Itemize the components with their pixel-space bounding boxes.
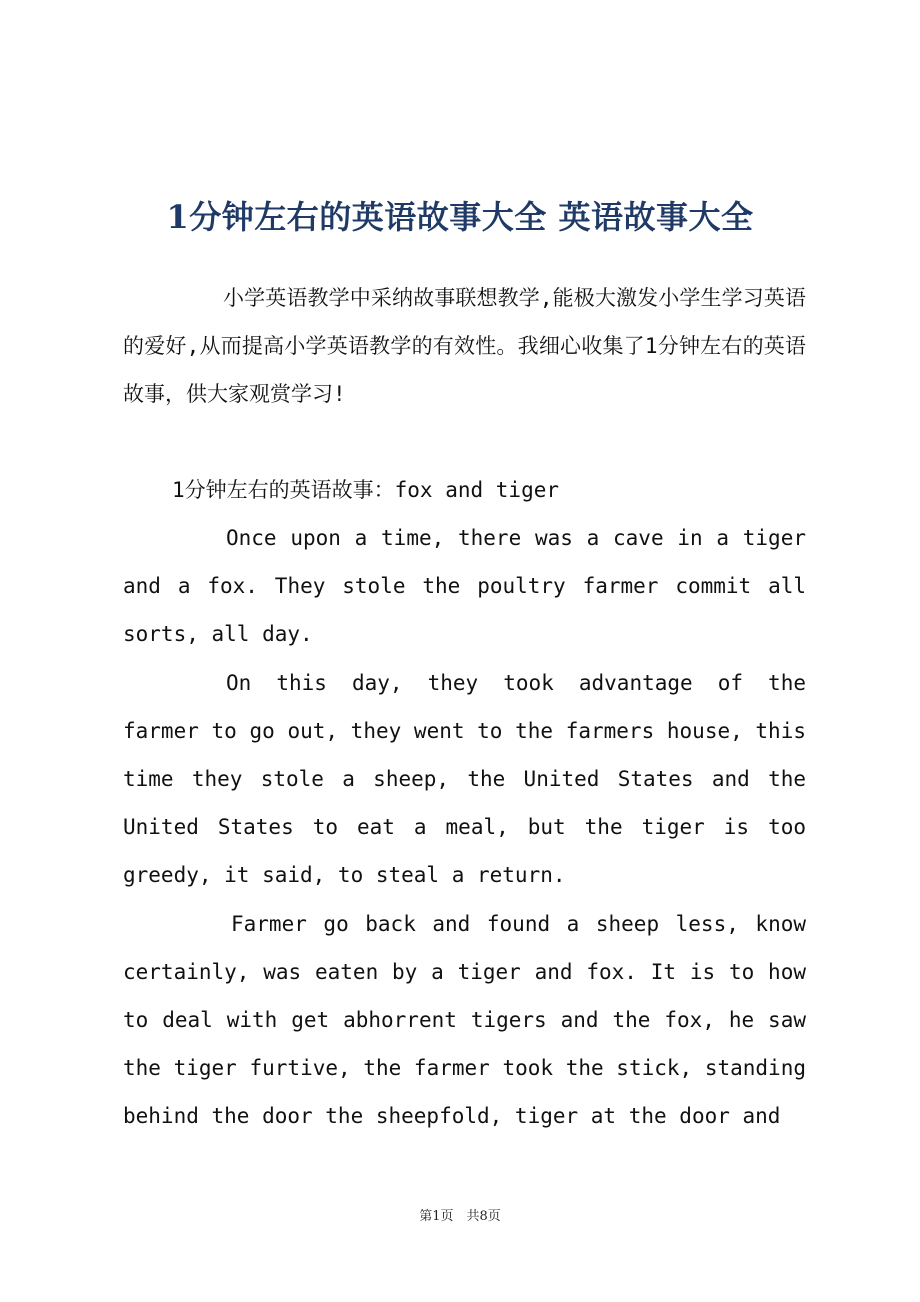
story-paragraph: Farmer go back and found a sheep less, know certainly, was eaten by a tiger and fox. It is to how to deal with get abhorrent tigers and the fox, he saw the tiger furtive, the farmer took the stick, standing behind the door the sheepfold, tiger at the door and <box>123 911 806 1129</box>
story-paragraph: Once upon a time, there was a cave in a tiger and a fox. They stole the poultry farmer commit all sorts, all day. <box>123 526 806 647</box>
page-footer <box>0 1205 920 1224</box>
story-paragraph: On this day, they took advantage of the farmer to go out, they went to the farmers house, this time they stole a sheep, the United States and the United States to eat a meal, but the tiger is too greedy, it said, to steal a return. <box>123 670 806 888</box>
intro-paragraph: 小学英语教学中采纳故事联想教学,能极大激发小学生学习英语的爱好,从而提高小学英语教学的有效性。我细心收集了1分钟左右的英语故事，供大家观赏学习! <box>123 286 806 406</box>
document-title: 1分钟左右的英语故事大全 英语故事大全 <box>166 198 754 236</box>
page-number: 第1页 共8页 <box>419 1209 501 1224</box>
story-body <box>123 514 806 1141</box>
story-subheading: 1分钟左右的英语故事：fox and tiger <box>172 478 560 502</box>
